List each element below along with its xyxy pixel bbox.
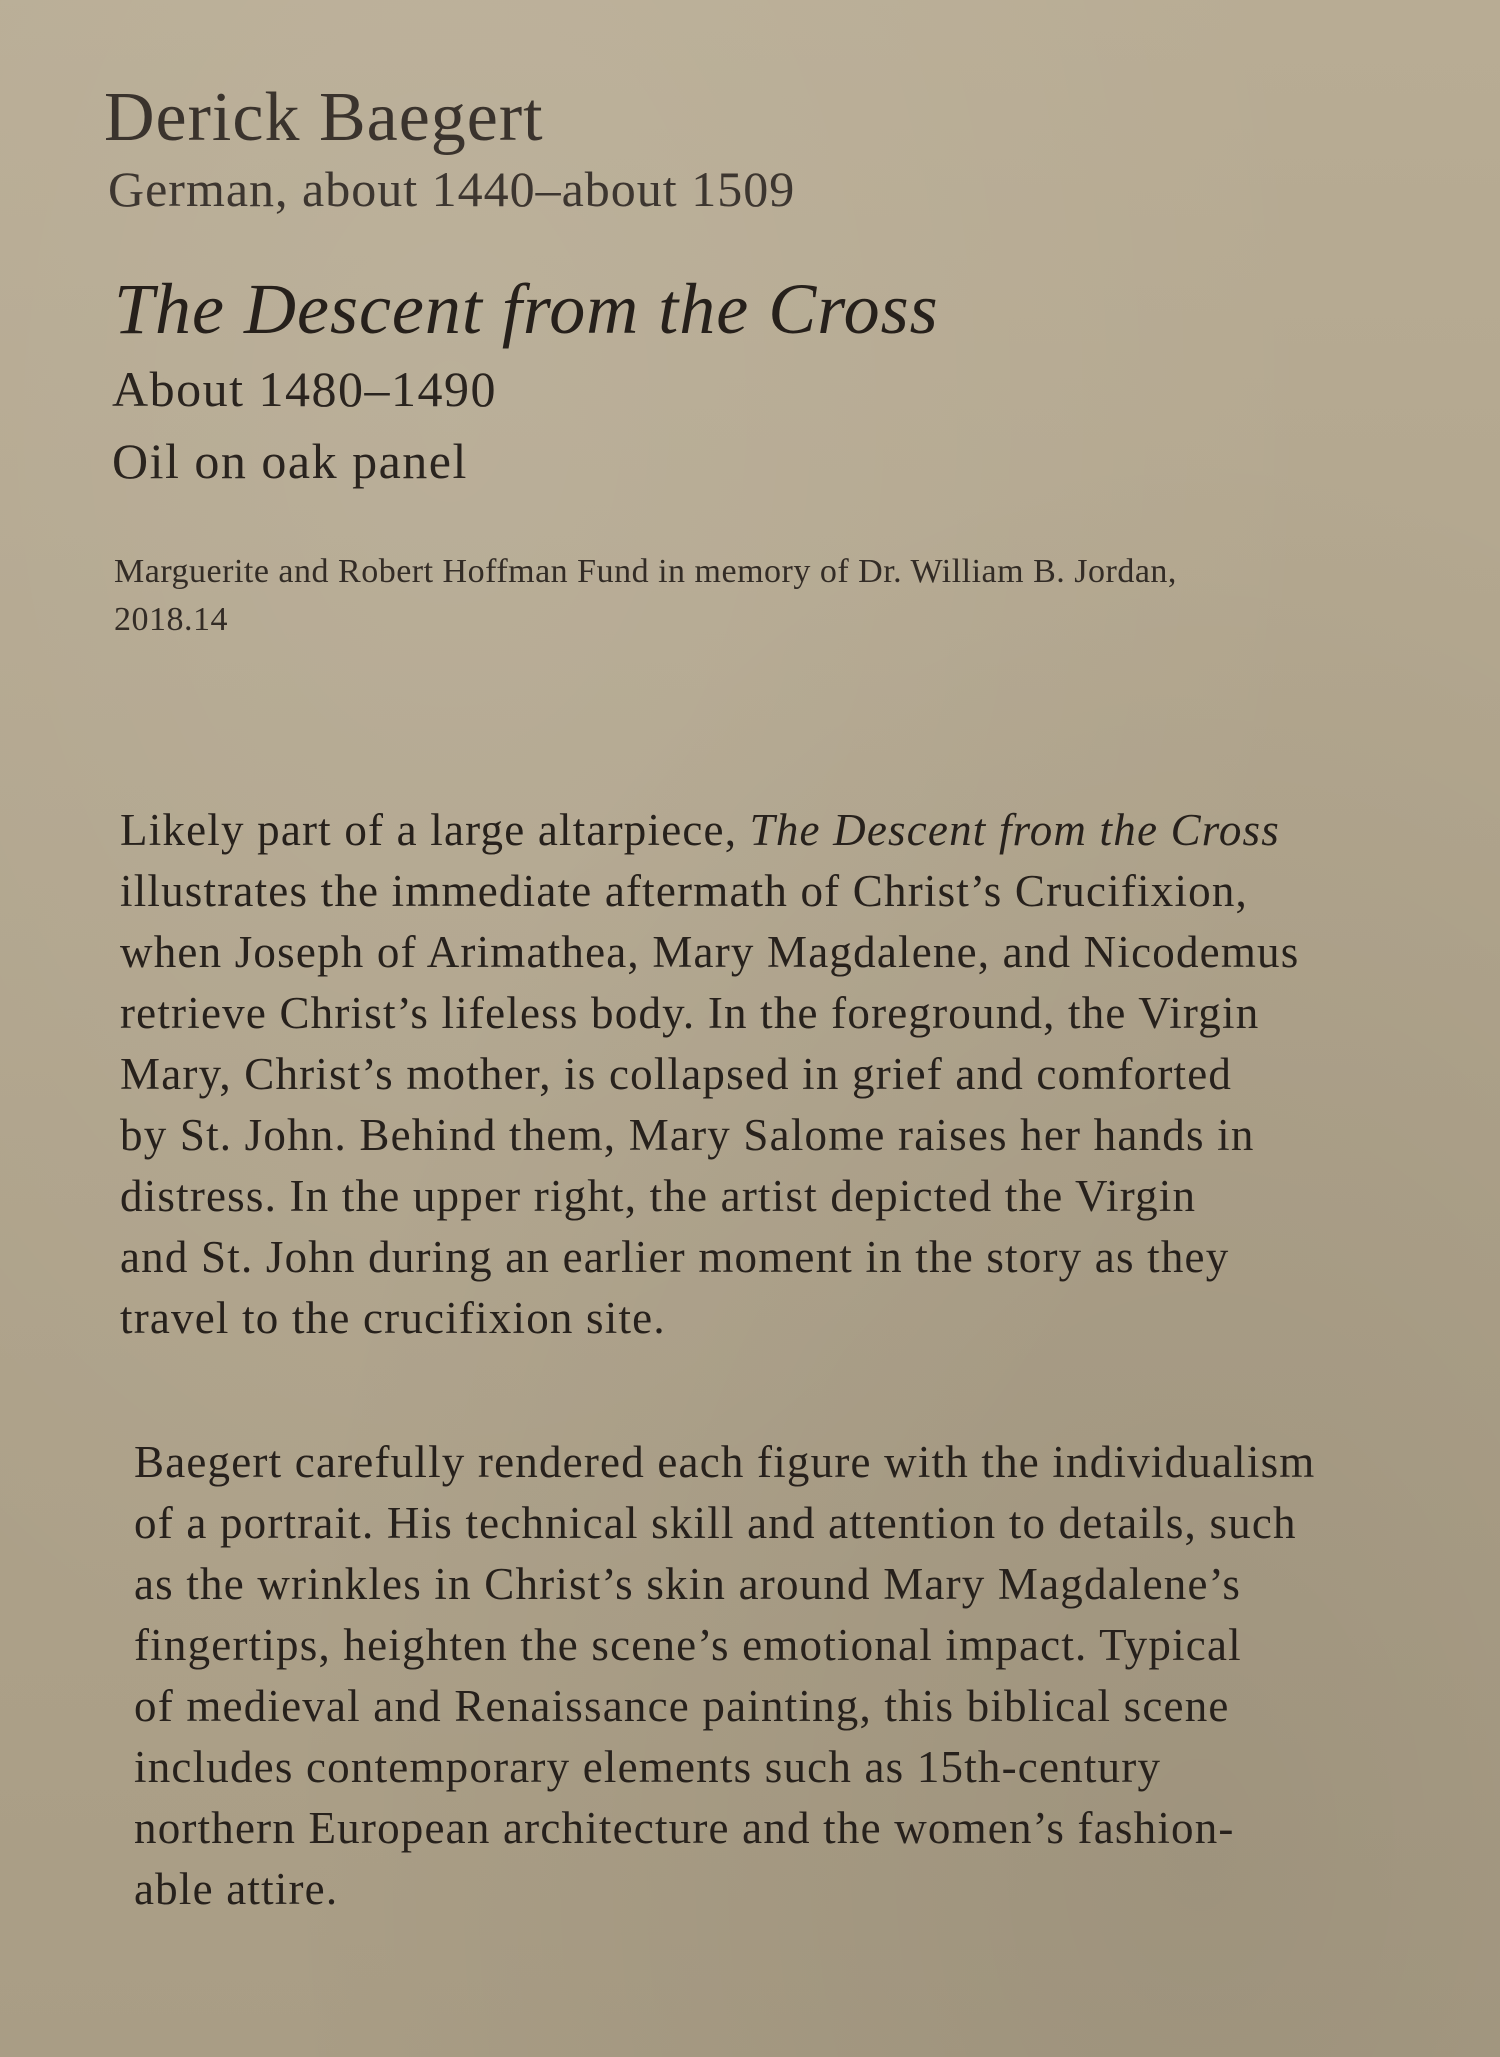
description-line: as the wrinkles in Christ’s skin around Mary Magdalene’s	[134, 1559, 1242, 1609]
description-line: includes contemporary elements such as 15th-century	[134, 1742, 1162, 1792]
description-line: retrieve Christ’s lifeless body. In the foreground, the Virgin	[120, 988, 1260, 1038]
description-line: of medieval and Renaissance painting, this biblical scene	[134, 1681, 1230, 1731]
artwork-date: About 1480–1490	[112, 361, 497, 417]
credit-line-text: Marguerite and Robert Hoffman Fund in memory of Dr. William B. Jordan,	[114, 553, 1177, 590]
description-line: able attire.	[134, 1864, 339, 1914]
italic-title-reference: The Descent from the Cross	[749, 805, 1280, 855]
artwork-title: The Descent from the Cross	[114, 269, 939, 349]
description-line: of a portrait. His technical skill and attention to details, such	[134, 1498, 1297, 1548]
accession-number: 2018.14	[114, 601, 228, 638]
description-line: Mary, Christ’s mother, is collapsed in grief and comforted	[120, 1049, 1233, 1099]
description-line: illustrates the immediate aftermath of Christ’s Crucifixion,	[120, 866, 1249, 916]
description-text: Likely part of a large altarpiece,	[120, 805, 750, 855]
artist-nationality-dates: German, about 1440–about 1509	[108, 161, 796, 217]
description-line	[120, 800, 1299, 861]
description-line: northern European architecture and the women’s fashion-	[134, 1803, 1235, 1853]
description-paragraph-2	[134, 1432, 1316, 1920]
artist-name: Derick Baegert	[104, 79, 544, 156]
description-paragraph-1	[120, 800, 1299, 1349]
artwork-medium: Oil on oak panel	[112, 433, 468, 489]
description-line: by St. John. Behind them, Mary Salome raises her hands in	[120, 1110, 1255, 1160]
description-line: travel to the crucifixion site.	[120, 1293, 666, 1343]
description-line: fingertips, heighten the scene’s emotional impact. Typical	[134, 1620, 1242, 1670]
credit-line	[114, 548, 1414, 644]
description-line: distress. In the upper right, the artist depicted the Virgin	[120, 1171, 1197, 1221]
description-line: when Joseph of Arimathea, Mary Magdalene, and Nicodemus	[120, 927, 1300, 977]
description-line: Baegert carefully rendered each figure with the individualism	[134, 1437, 1316, 1487]
description-line: and St. John during an earlier moment in the story as they	[120, 1232, 1230, 1282]
